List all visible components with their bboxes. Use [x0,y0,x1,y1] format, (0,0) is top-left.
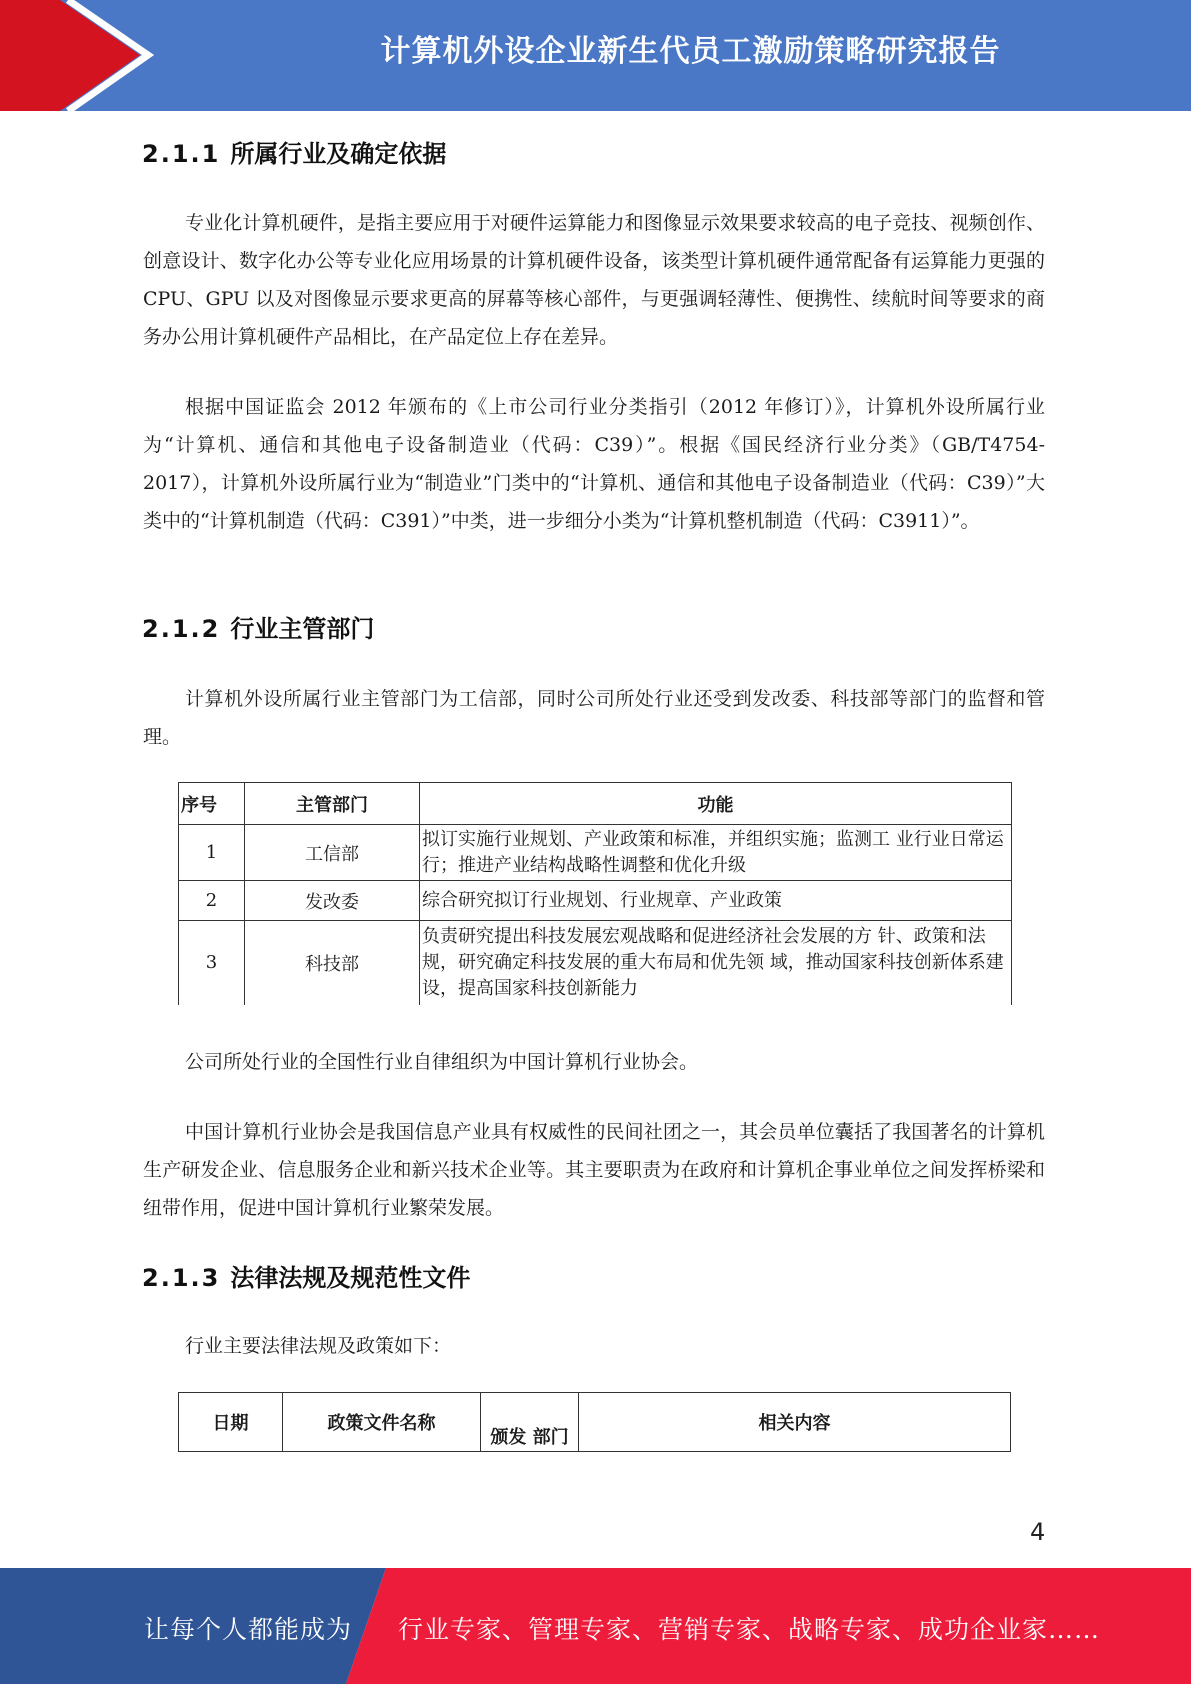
table-header-row [179,783,1012,825]
page-footer [0,1568,1191,1684]
policy-table [178,1392,1011,1452]
cell-dept: 科技部 [245,921,420,1005]
paragraph: 中国计算机行业协会是我国信息产业具有权威性的民间社团之一，其会员单位囊括了我国著名的计算机生产研发企业、信息服务企业和新兴技术企业等。其主要职责为在政府和计算机企事业单位之间发挥桥梁和纽带作用，促进中国计算机行业繁荣发展。 [143,1121,1045,1219]
section-heading-2-1-1 [142,134,446,169]
cell-no: 3 [179,921,245,1005]
page-header [0,0,1191,111]
section-heading-2-1-2 [142,609,374,644]
col-header-dept: 主管部门 [245,783,420,825]
cell-function: 综合研究拟订行业规划、行业规章、产业政策 [420,881,1012,921]
paragraph: 计算机外设所属行业主管部门为工信部，同时公司所处行业还受到发改委、科技部等部门的监督和管理。 [143,688,1045,748]
table-header-row [179,1393,1011,1452]
cell-no: 2 [179,881,245,921]
table-row [179,825,1012,881]
col-header-policy-name: 政策文件名称 [283,1393,481,1452]
footer-right-text: 行业专家、管理专家、营销专家、战略专家、成功企业家…… [398,1615,1101,1644]
cell-no: 1 [179,825,245,881]
section-title: 法律法规及规范性文件 [230,1264,471,1292]
section-number: 2.1.3 [142,1264,221,1292]
col-header-function: 功能 [420,783,1012,825]
col-header-no: 序号 [179,783,245,825]
section-title: 行业主管部门 [230,615,375,643]
paragraph: 专业化计算机硬件，是指主要应用于对硬件运算能力和图像显示效果要求较高的电子竞技、视频创作、创意设计、数字化办公等专业化应用场景的计算机硬件设备，该类型计算机硬件通常配备有运算能力更强的 CPU、GPU 以及对图像显示要求更高的屏幕等核心部件，与更强调轻薄性、便携性、续航时间等要求的商务办公用计算机硬件产品相比，在产品定位上存在差异。 [143,212,1045,348]
paragraph: 根据中国证监会 2012 年颁布的《上市公司行业分类指引（2012 年修订）》，计算机外设所属行业为“计算机、通信和其他电子设备制造业（代码：C39）”。根据《国民经济行业分类》（GB/T4754-2017），计算机外设所属行业为“制造业”门类中的“计算机、通信和其他电子设备制造业（代码：C39）”大类中的“计算机制造（代码：C391）”中类，进一步细分小类为“计算机整机制造（代码：C3911）”。 [143,396,1045,532]
paragraph: 行业主要法律法规及政策如下： [185,1335,452,1357]
footer-left-text: 让每个人都能成为 [144,1615,353,1644]
cell-dept: 工信部 [245,825,420,881]
section-title: 所属行业及确定依据 [230,140,447,168]
section-number: 2.1.1 [142,140,221,168]
cell-function: 拟订实施行业规划、产业政策和标准，并组织实施；监测工 业行业日常运行；推进产业结构战略性调整和优化升级 [420,825,1012,881]
page-number: 4 [1030,1518,1046,1546]
table-row [179,921,1012,1005]
dept-table [178,782,1012,1005]
col-header-issuing-dept: 颁发 部门 [481,1393,579,1452]
paragraph: 公司所处行业的全国性行业自律组织为中国计算机行业协会。 [185,1051,699,1073]
col-header-content: 相关内容 [579,1393,1011,1452]
cell-function: 负责研究提出科技发展宏观战略和促进经济社会发展的方 针、政策和法规，研究确定科技发展的重大布局和优先领 域，推动国家科技创新体系建设，提高国家科技创新能力 [420,921,1012,1005]
table-row [179,881,1012,921]
cell-dept: 发改委 [245,881,420,921]
header-title: 计算机外设企业新生代员工激励策略研究报告 [380,34,1001,69]
section-heading-2-1-3 [142,1258,470,1293]
col-header-date: 日期 [179,1393,283,1452]
section-number: 2.1.2 [142,615,221,643]
